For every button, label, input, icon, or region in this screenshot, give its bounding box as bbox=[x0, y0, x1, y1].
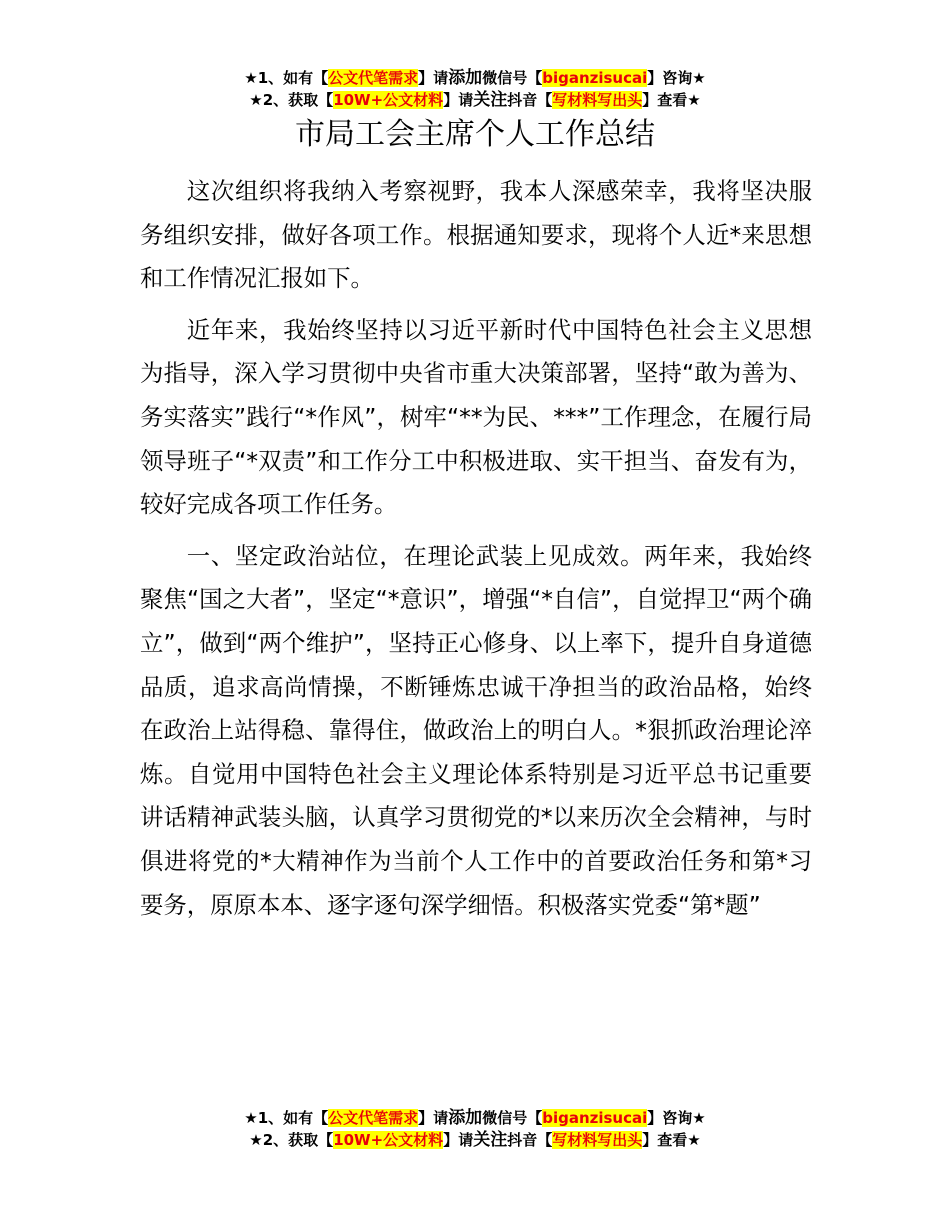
banner-text: ★1、如有【 bbox=[244, 1109, 329, 1127]
banner-text: ★2、获取【 bbox=[249, 1131, 334, 1149]
banner-text: 抖音【 bbox=[507, 91, 553, 109]
banner-emphasis: 添加 bbox=[448, 1108, 483, 1128]
banner-emphasis: 关注 bbox=[473, 1130, 508, 1150]
banner-highlight: 10W+公文材料 bbox=[333, 1131, 444, 1149]
banner-text: 抖音【 bbox=[507, 1131, 553, 1149]
banner-highlight: biganzisucai bbox=[542, 1109, 648, 1127]
banner-text: 】查看★ bbox=[642, 1131, 701, 1149]
banner-text: 】请 bbox=[418, 1109, 449, 1127]
banner-text: 】查看★ bbox=[642, 91, 701, 109]
banner-text: ★1、如有【 bbox=[244, 69, 329, 87]
banner-text: 】咨询★ bbox=[647, 1109, 706, 1127]
banner-emphasis: 关注 bbox=[473, 90, 508, 110]
banner-highlight: 公文代笔需求 bbox=[328, 69, 419, 87]
banner-line-2 bbox=[0, 89, 950, 111]
paragraph-intro: 这次组织将我纳入考察视野，我本人深感荣幸，我将坚决服务组织安排，做好各项工作。根据通知要求，现将个人近*来思想和工作情况汇报如下。 bbox=[140, 177, 812, 293]
banner-text: 微信号【 bbox=[482, 69, 543, 87]
footer-banner bbox=[0, 1107, 950, 1151]
banner-highlight: 写材料写出头 bbox=[552, 1131, 643, 1149]
document-body bbox=[140, 170, 812, 935]
banner-line-2 bbox=[0, 1129, 950, 1151]
banner-highlight: 10W+公文材料 bbox=[333, 91, 444, 109]
banner-highlight: 写材料写出头 bbox=[552, 91, 643, 109]
paragraph-overview: 近年来，我始终坚持以习近平新时代中国特色社会主义思想为指导，深入学习贯彻中央省市重大决策部署，坚持“敢为善为、务实落实”践行“*作风”，树牢“**为民、***”工作理念，在履行局领导班子“*双责”和工作分工中积极进取、实干担当、奋发有为，较好完成各项工作任务。 bbox=[140, 315, 812, 519]
banner-highlight: 公文代笔需求 bbox=[328, 1109, 419, 1127]
paragraph-section-1: 一、坚定政治站位，在理论武装上见成效。两年来，我始终聚焦“国之大者”，坚定“*意识”，增强“*自信”，自觉捍卫“两个确立”，做到“两个维护”，坚持正心修身、以上率下，提升自身道德品质，追求高尚情操，不断锤炼忠诚干净担当的政治品格，始终在政治上站得稳、靠得住，做政治上的明白人。*狠抓政治理论淬炼。自觉用中国特色社会主义理论体系特别是习近平总书记重要讲话精神武装头脑，认真学习贯彻党的*以来历次全会精神，与时俱进将党的*大精神作为当前个人工作中的首要政治任务和第*习要务，原原本本、逐字逐句深学细悟。积极落实党委“第*题” bbox=[140, 541, 812, 919]
banner-line-1 bbox=[0, 1107, 950, 1129]
banner-text: 微信号【 bbox=[482, 1109, 543, 1127]
banner-highlight: biganzisucai bbox=[542, 69, 648, 87]
document-title: 市局工会主席个人工作总结 bbox=[295, 117, 655, 152]
banner-text: 】请 bbox=[443, 91, 474, 109]
banner-text: ★2、获取【 bbox=[249, 91, 334, 109]
banner-line-1 bbox=[0, 67, 950, 89]
header-banner bbox=[0, 67, 950, 111]
banner-emphasis: 添加 bbox=[448, 68, 483, 88]
banner-text: 】请 bbox=[418, 69, 449, 87]
banner-text: 】请 bbox=[443, 1131, 474, 1149]
banner-text: 】咨询★ bbox=[647, 69, 706, 87]
